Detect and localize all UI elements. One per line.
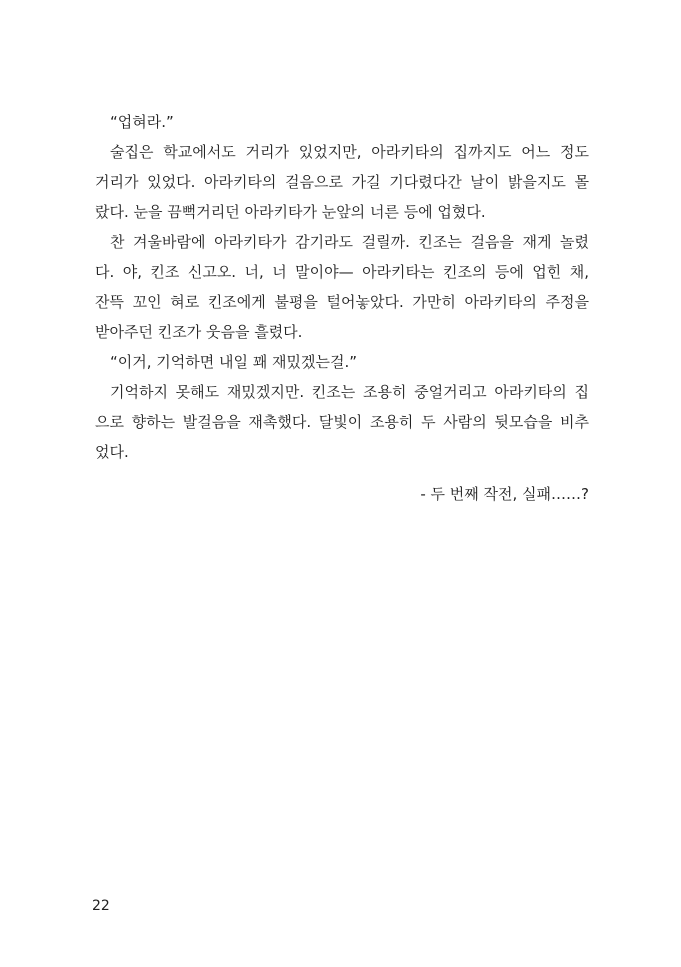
text-line: 랐다. 눈을 끔뻑거리던 아라키타가 눈앞의 너른 등에 업혔다. [95, 203, 486, 221]
paragraph [95, 137, 589, 227]
page-number: 22 [92, 898, 110, 914]
text-line: 거리가 있었다. 아라키타의 걸음으로 가길 기다렸다간 날이 밝을지도 몰 [95, 173, 589, 191]
text-line: 다. 야, 킨조 신고오. 너, 너 말이야— 아라키타는 킨조의 등에 업힌 채, [95, 263, 589, 281]
paragraph [95, 347, 589, 377]
text-line: 술집은 학교에서도 거리가 있었지만, 아라키타의 집까지도 어느 정도 [110, 143, 589, 161]
paragraph [95, 107, 589, 137]
story-text [95, 107, 589, 467]
chapter-signoff: - 두 번째 작전, 실패……? [420, 485, 589, 503]
text-line: 었다. [95, 443, 129, 461]
text-line: 잔뜩 꼬인 혀로 킨조에게 불평을 털어놓았다. 가만히 아라키타의 주정을 [95, 293, 589, 311]
dialogue-line: “이거, 기억하면 내일 꽤 재밌겠는걸.” [110, 353, 358, 371]
text-line: 찬 겨울바람에 아라키타가 감기라도 걸릴까. 킨조는 걸음을 재게 놀렸 [110, 233, 589, 251]
paragraph [95, 377, 589, 467]
paragraph [95, 227, 589, 347]
text-line: 으로 향하는 발걸음을 재촉했다. 달빛이 조용히 두 사람의 뒷모습을 비추 [95, 413, 589, 431]
dialogue-line: “업혀라.” [110, 113, 174, 131]
text-line: 기억하지 못해도 재밌겠지만. 킨조는 조용히 중얼거리고 아라키타의 집 [110, 383, 589, 401]
text-line: 받아주던 킨조가 웃음을 흘렸다. [95, 323, 303, 341]
